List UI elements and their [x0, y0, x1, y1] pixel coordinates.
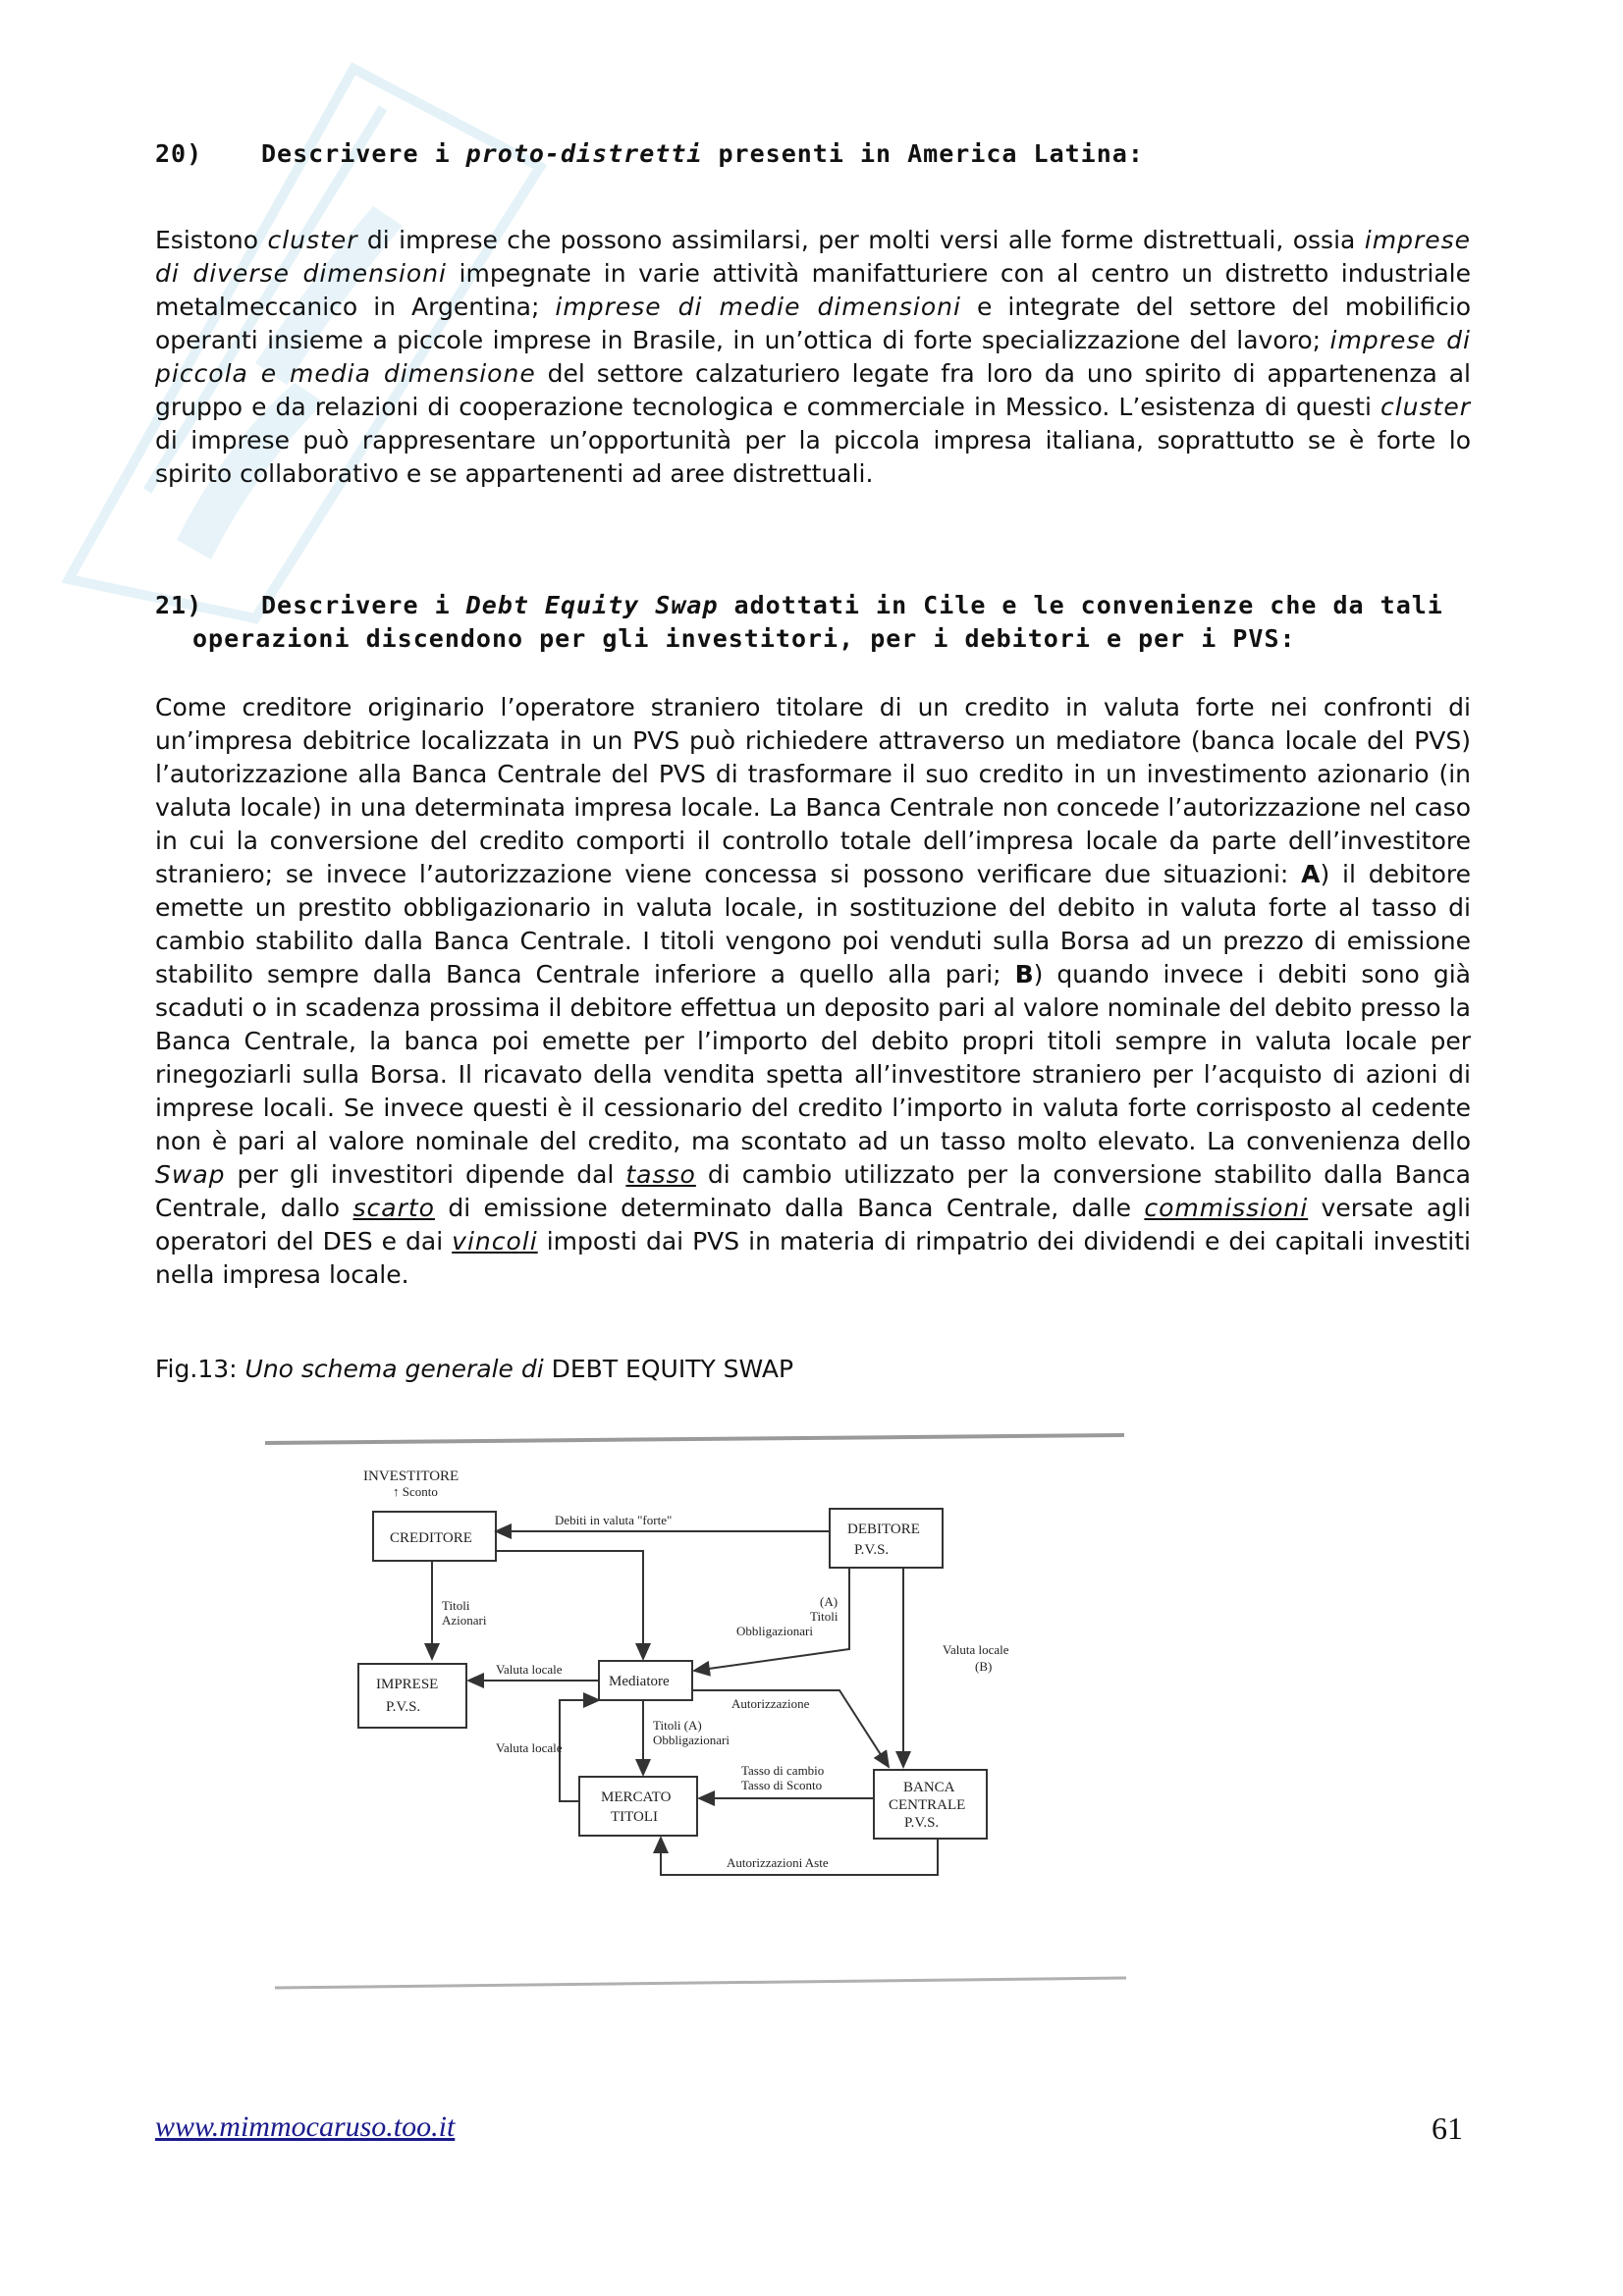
heading-text: Descrivere i: [261, 139, 466, 168]
body-text: ) quando invece i debiti sono già scaduti o in scadenza prossima il debitore effettua un deposito pari al valore nominale del debito presso la Banca Centrale, la banca poi emette per l’importo del debito propri titoli sempre in valuta locale per rinegoziarli sulla Borsa. Il ricavato della vendita spetta all’investitore straniero per l’acquisto di azioni di imprese locali. Se invece questi è il cessionario del credito l’importo in valuta forte corrisposto al cedente non è pari al valore nominale del credito, ma scontato ad un tasso molto elevato. La convenienza dello: [155, 960, 1471, 1155]
arrow-creditore-mediatore: [496, 1551, 643, 1659]
label-titoli-obbligazionari: Obbligazionari: [653, 1733, 730, 1747]
body-text: di imprese può rappresentare un’opportunità per la piccola impresa italiana, soprattutto se è forte lo spirito collaborativo e se appartenenti ad aree distrettuali.: [155, 426, 1471, 488]
label-autorizzazione: Autorizzazione: [731, 1696, 810, 1711]
body-text: Come creditore originario l’operatore straniero titolare di un credito in valuta forte nei confronti di un’impresa debitrice localizzata in un PVS può richiedere attraverso un mediatore (banca locale del PVS) l’autorizzazione alla Banca Centrale del PVS di trasformare il suo credito in un investimento azionario (in valuta locale) in una determinata impresa locale. La Banca Centrale non concede l’autorizzazione nel caso in cui la conversione del credito comporti il controllo totale dell’impresa locale da parte dell’investitore straniero; se invece l’autorizzazione viene concessa si possono verificare due situazioni:: [155, 693, 1471, 888]
question-21-answer: [155, 691, 1471, 1292]
label-centrale: CENTRALE: [889, 1797, 966, 1813]
question-20-answer: [155, 224, 1471, 491]
label-valuta-locale-b: Valuta locale: [943, 1642, 1009, 1657]
question-20-heading: [155, 137, 1471, 171]
body-text: Esistono: [155, 226, 268, 254]
label-valuta-locale: Valuta locale: [496, 1662, 563, 1677]
mercato-box: [579, 1777, 697, 1836]
heading-text: Descrivere i: [261, 591, 466, 619]
bold-marker: A: [1301, 860, 1321, 888]
emphasis-text: scarto: [352, 1194, 435, 1222]
question-number: 21): [155, 591, 203, 619]
label-mercato: MERCATO: [601, 1789, 672, 1805]
label-mediatore: Mediatore: [609, 1674, 670, 1689]
label-titoli-a: Titoli (A): [653, 1718, 702, 1733]
label-investitore: INVESTITORE: [363, 1468, 460, 1484]
heading-text-line2: operazioni discendono per gli investitori, per i debitori e per i PVS:: [192, 624, 1296, 653]
bold-marker: B: [1014, 960, 1034, 988]
label-imprese: IMPRESE: [376, 1677, 439, 1692]
debt-equity-swap-diagram: [260, 1414, 1129, 2002]
emphasis-text: cluster: [1380, 393, 1471, 421]
emphasis-text: tasso: [625, 1160, 696, 1189]
label-debitore-pvs: P.V.S.: [854, 1542, 890, 1558]
body-text: del settore calzaturiero legate fra loro da uno spirito di appartenenza al gruppo e da relazioni di cooperazione tecnologica e commerciale in Messico. L’esistenza di questi: [155, 359, 1472, 421]
scan-rule-top: [265, 1435, 1124, 1443]
heading-text: presenti in America Latina:: [702, 139, 1144, 168]
question-21-heading: [155, 589, 1471, 656]
label-sconto: ↑ Sconto: [393, 1484, 438, 1499]
footer-website-link[interactable]: www.mimmocaruso.too.it: [155, 2110, 456, 2143]
caption-emphasis: Uno schema generale di: [244, 1355, 544, 1383]
emphasis-text: vincoli: [452, 1227, 538, 1255]
imprese-box: [358, 1664, 466, 1728]
heading-emphasis: proto-distretti: [465, 139, 703, 168]
body-text: di imprese che possono assimilarsi, per molti versi alle forme distrettuali, ossia: [357, 226, 1365, 254]
body-text: versate agli operatori del DES e dai: [155, 1194, 1471, 1255]
label-tasso-sconto: Tasso di Sconto: [741, 1778, 823, 1792]
label-b: (B): [975, 1659, 993, 1674]
label-a: (A): [820, 1594, 839, 1609]
label-autorizzazioni-aste: Autorizzazioni Aste: [727, 1855, 829, 1870]
figure-caption: [155, 1353, 793, 1386]
label-titoli-azionari-1: Titoli: [442, 1598, 470, 1613]
emphasis-text: imprese di diverse dimensioni: [155, 226, 1472, 288]
body-text: per gli investitori dipende dal: [225, 1160, 626, 1189]
body-text: impegnate in varie attività manifatturiere con al centro un distretto industriale metalmeccanico in Argentina;: [155, 259, 1471, 321]
body-text: ) il debitore emette un prestito obbligazionario in valuta locale, in sostituzione del debito in valuta forte al tasso di cambio stabilito dalla Banca Centrale. I titoli vengono poi venduti sulla Borsa ad un prezzo di emissione stabilito sempre dalla Banca Centrale inferiore a quello alla pari;: [155, 860, 1471, 988]
emphasis-text: Swap: [155, 1160, 226, 1189]
emphasis-text: imprese di piccola e media dimensione: [155, 326, 1472, 388]
caption-label: Fig.13:: [155, 1355, 245, 1383]
label-debiti-valuta: Debiti in valuta "forte": [555, 1513, 673, 1527]
body-text: imposti dai PVS in materia di rimpatrio dei dividendi e dei capitali investiti nella impresa locale.: [155, 1227, 1471, 1289]
body-text: di cambio utilizzato per la conversione stabilito dalla Banca Centrale, dallo: [155, 1160, 1471, 1222]
debitore-box: [830, 1509, 943, 1568]
scan-rule-bottom: [275, 1978, 1126, 1988]
label-debitore: DEBITORE: [847, 1522, 920, 1537]
label-imprese-pvs: P.V.S.: [386, 1699, 421, 1715]
caption-title: DEBT EQUITY SWAP: [543, 1355, 794, 1383]
label-a-titoli: Titoli: [810, 1609, 839, 1624]
label-banca-pvs: P.V.S.: [904, 1815, 940, 1831]
body-text: di emissione determinato dalla Banca Centrale, dalle: [434, 1194, 1145, 1222]
body-text: e integrate del settore del mobilificio operanti insieme a piccole imprese in Brasile, in un’ottica di forte specializzazione del lavoro;: [155, 293, 1471, 354]
label-creditore: CREDITORE: [390, 1530, 472, 1546]
emphasis-text: commissioni: [1144, 1194, 1309, 1222]
question-number: 20): [155, 139, 203, 168]
label-banca: BANCA: [903, 1780, 955, 1795]
heading-emphasis: Debt Equity Swap: [465, 591, 719, 619]
page-number: 61: [1432, 2110, 1463, 2146]
label-tasso-cambio: Tasso di cambio: [741, 1763, 825, 1778]
label-valuta-locale-2: Valuta locale: [496, 1740, 563, 1755]
emphasis-text: imprese di medie dimensioni: [555, 293, 961, 321]
label-a-obbligazionari: Obbligazionari: [736, 1624, 813, 1638]
emphasis-text: cluster: [267, 226, 358, 254]
label-titoli: TITOLI: [611, 1809, 659, 1825]
heading-text: adottati in Cile e le convenienze che da tali: [718, 591, 1443, 619]
label-titoli-azionari-2: Azionari: [442, 1613, 487, 1628]
